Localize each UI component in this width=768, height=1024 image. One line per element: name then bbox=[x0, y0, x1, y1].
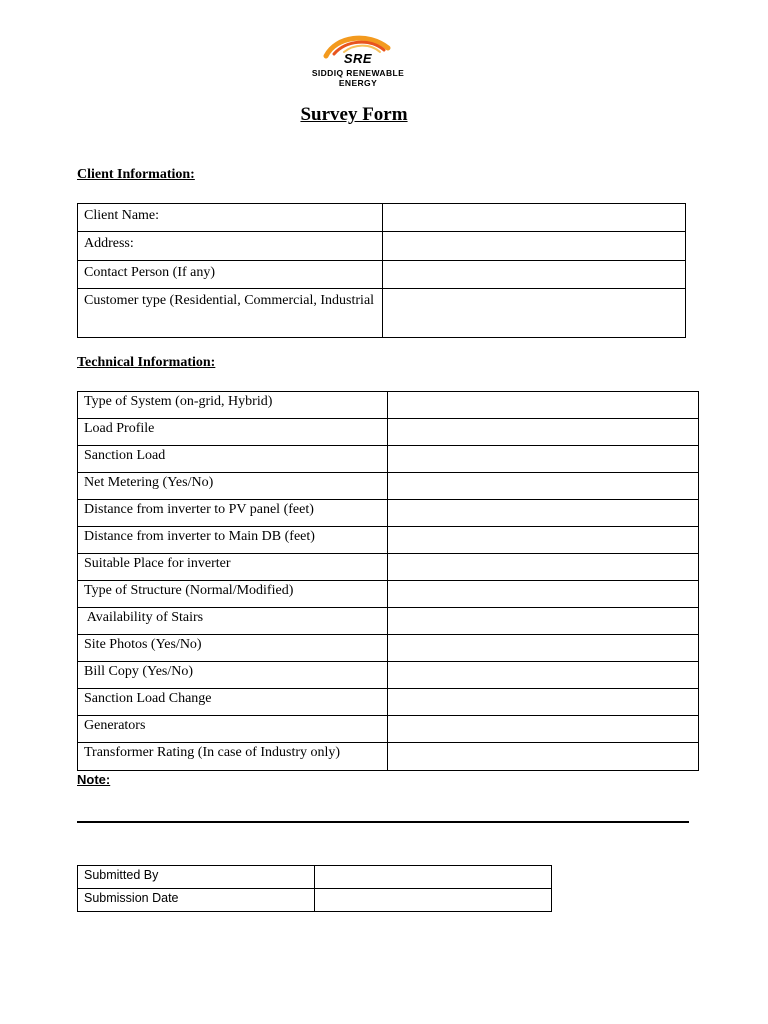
table-row bbox=[78, 635, 699, 662]
company-logo bbox=[296, 30, 420, 90]
generators-label: Generators bbox=[78, 716, 388, 743]
table-row bbox=[78, 392, 699, 419]
table-row bbox=[78, 689, 699, 716]
table-row bbox=[78, 743, 699, 771]
table-row bbox=[78, 889, 552, 912]
inverter-place-label: Suitable Place for inverter bbox=[78, 554, 388, 581]
stairs-label: Availability of Stairs bbox=[78, 608, 388, 635]
client-info-table bbox=[77, 203, 686, 338]
net-metering-label: Net Metering (Yes/No) bbox=[78, 473, 388, 500]
sanction-load-field[interactable] bbox=[388, 446, 699, 473]
table-row bbox=[78, 419, 699, 446]
address-field[interactable] bbox=[383, 232, 686, 261]
table-row bbox=[78, 716, 699, 743]
transformer-rating-label: Transformer Rating (In case of Industry only) bbox=[78, 743, 388, 771]
structure-type-field[interactable] bbox=[388, 581, 699, 608]
bill-copy-field[interactable] bbox=[388, 662, 699, 689]
table-row bbox=[78, 662, 699, 689]
distance-db-label: Distance from inverter to Main DB (feet) bbox=[78, 527, 388, 554]
table-row bbox=[78, 473, 699, 500]
table-row bbox=[78, 204, 686, 232]
inverter-place-field[interactable] bbox=[388, 554, 699, 581]
sanction-load-label: Sanction Load bbox=[78, 446, 388, 473]
site-photos-field[interactable] bbox=[388, 635, 699, 662]
stairs-field[interactable] bbox=[388, 608, 699, 635]
table-row bbox=[78, 866, 552, 889]
logo-company-name-line2: ENERGY bbox=[338, 78, 378, 88]
table-row bbox=[78, 261, 686, 289]
distance-db-field[interactable] bbox=[388, 527, 699, 554]
distance-pv-label: Distance from inverter to PV panel (feet) bbox=[78, 500, 388, 527]
contact-person-field[interactable] bbox=[383, 261, 686, 289]
generators-field[interactable] bbox=[388, 716, 699, 743]
note-label: Note: bbox=[77, 772, 111, 787]
page-title: Survey Form bbox=[300, 104, 408, 125]
note-input-line[interactable] bbox=[77, 821, 689, 823]
submission-date-field[interactable] bbox=[315, 889, 552, 912]
submitted-by-field[interactable] bbox=[315, 866, 552, 889]
transformer-rating-field[interactable] bbox=[388, 743, 699, 771]
contact-person-label: Contact Person (If any) bbox=[78, 261, 383, 289]
site-photos-label: Site Photos (Yes/No) bbox=[78, 635, 388, 662]
system-type-label: Type of System (on-grid, Hybrid) bbox=[78, 392, 388, 419]
submission-table bbox=[77, 865, 552, 912]
load-profile-label: Load Profile bbox=[78, 419, 388, 446]
load-profile-field[interactable] bbox=[388, 419, 699, 446]
submitted-by-label: Submitted By bbox=[78, 866, 315, 889]
structure-type-label: Type of Structure (Normal/Modified) bbox=[78, 581, 388, 608]
table-row bbox=[78, 608, 699, 635]
system-type-field[interactable] bbox=[388, 392, 699, 419]
table-row bbox=[78, 581, 699, 608]
table-row bbox=[78, 446, 699, 473]
table-row bbox=[78, 500, 699, 527]
customer-type-field[interactable] bbox=[383, 289, 686, 338]
technical-info-heading: Technical Information: bbox=[77, 355, 216, 370]
table-row bbox=[78, 232, 686, 261]
bill-copy-label: Bill Copy (Yes/No) bbox=[78, 662, 388, 689]
technical-info-table bbox=[77, 391, 699, 771]
sanction-load-change-field[interactable] bbox=[388, 689, 699, 716]
net-metering-field[interactable] bbox=[388, 473, 699, 500]
table-row bbox=[78, 289, 686, 338]
address-label: Address: bbox=[78, 232, 383, 261]
client-name-label: Client Name: bbox=[78, 204, 383, 232]
table-row bbox=[78, 527, 699, 554]
distance-pv-field[interactable] bbox=[388, 500, 699, 527]
customer-type-label: Customer type (Residential, Commercial, Industrial bbox=[78, 289, 383, 338]
logo-mark: SRE bbox=[343, 51, 373, 66]
sanction-load-change-label: Sanction Load Change bbox=[78, 689, 388, 716]
logo-company-name-line1: SIDDIQ RENEWABLE bbox=[311, 68, 405, 78]
submission-date-label: Submission Date bbox=[78, 889, 315, 912]
client-name-field[interactable] bbox=[383, 204, 686, 232]
table-row bbox=[78, 554, 699, 581]
client-info-heading: Client Information: bbox=[77, 167, 195, 182]
